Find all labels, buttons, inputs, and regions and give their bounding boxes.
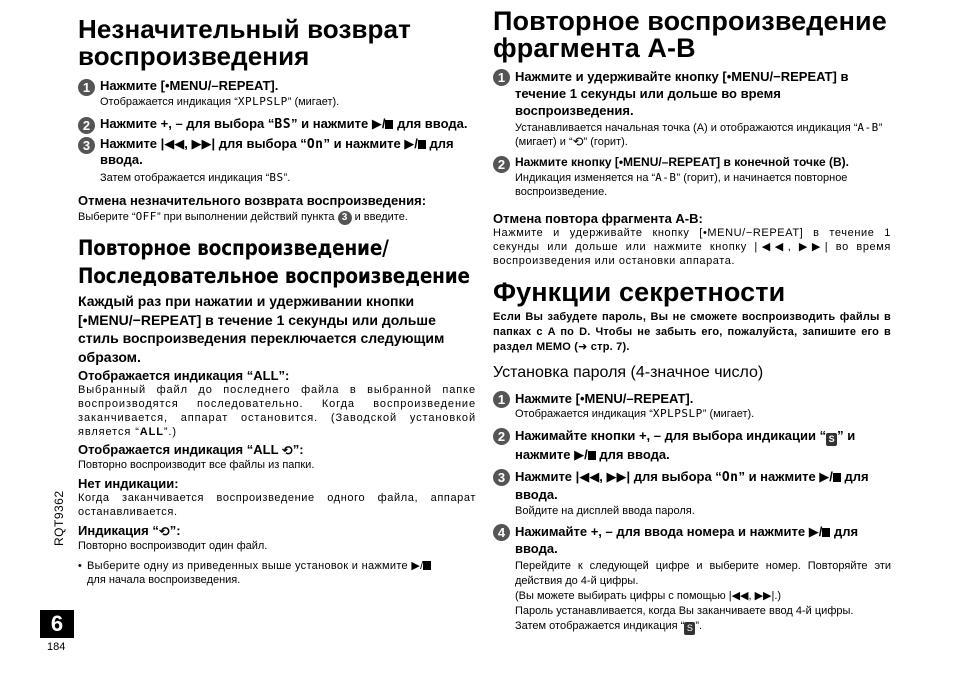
step-text: Нажмите |◀◀, ▶▶| для выбора “On” и нажмите ▶/ для ввода.	[100, 136, 454, 167]
step-number: 3	[493, 469, 510, 486]
step-number: 2	[493, 428, 510, 445]
page-number: 6	[40, 610, 74, 638]
stop-icon	[423, 561, 431, 570]
step-text: Нажмите +, – для выбора “BS” и нажмите ▶/ для ввода.	[100, 116, 468, 132]
step-note-2: (Вы можете выбирать цифры с помощью |◀◀, ▶▶|.)	[515, 590, 782, 602]
step-note: Индикация изменяется на “A-B” (горит), и начинается повторное воспроизведение.	[515, 171, 848, 198]
section-title-ab-repeat: Повторное воспроизведение фрагмента A-B	[493, 6, 887, 63]
step-text: Нажмите |◀◀, ▶▶| для выбора “On” и нажмите ▶/ для ввода.	[515, 469, 869, 502]
display-indicator: A-B	[655, 171, 677, 184]
repeat-icon: ⟲	[281, 443, 293, 458]
security-intro: Если Вы забудете пароль, Вы не сможете воспроизводить файлы в папках с A по D. Чтобы не забыть его, пожалуйста, запишите его в раздел MEMO (➜ стр. 7).	[493, 311, 891, 353]
step-note: Отображается индикация “XPLPSLP” (мигает).	[100, 95, 340, 108]
cancel-text: Нажмите и удерживайте кнопку [•MENU/−REPEAT] в течение 1 секунды или дольше или нажмите кнопку |◀◀, ▶▶| во время воспроизведения или остановки аппарата.	[493, 227, 891, 267]
display-indicator: XPLPSLP	[652, 407, 703, 420]
stop-icon	[418, 140, 426, 149]
step-note-1: Перейдите к следующей цифре и выберите номер. Повторяйте эти действия до 4-й цифры.	[515, 560, 891, 587]
step-text: Нажимайте кнопки +, – для выбора индикации “ S ” и нажмите ▶/ для ввода.	[515, 428, 856, 462]
display-indicator: A-B	[857, 121, 879, 134]
section-title-repeat-play: Повторное воспроизведение/ Последовательное воспроизведение	[78, 236, 470, 288]
stop-icon	[588, 451, 596, 460]
step-text: Нажмите кнопку [•MENU/–REPEAT] в конечной точке (B).	[515, 155, 849, 169]
all-repeat-heading: Отображается индикация “ALL ⟲”:	[78, 442, 304, 458]
cancel-heading: Отмена незначительного возврата воспроизведения:	[78, 193, 427, 208]
display-indicator: On	[721, 470, 739, 485]
step-note: Затем отображается индикация “BS”.	[100, 171, 291, 184]
step-number: 1	[78, 79, 95, 96]
step-number: 2	[78, 117, 95, 134]
section-title-security: Функции секретности	[493, 277, 786, 307]
all-heading: Отображается индикация “ALL”:	[78, 368, 290, 383]
step-note-3: Пароль устанавливается, когда Вы заканчиваете ввод 4-й цифры.	[515, 605, 854, 617]
single-repeat-text: Повторно воспроизводит один файл.	[78, 540, 268, 552]
step-number: 1	[493, 69, 510, 86]
all-repeat-text: Повторно воспроизводит все файлы из папки.	[78, 459, 315, 471]
display-indicator: On	[306, 137, 324, 152]
password-subheading: Установка пароля (4-значное число)	[493, 364, 764, 381]
display-indicator: BS	[274, 117, 292, 132]
left-column	[78, 0, 476, 587]
all-text: Выбранный файл до последнего файла в выбранной папке воспроизводятся последовательно. Когда воспроизведение заканчивается, аппарат остановится. (Заводской установкой является “ALL”.)	[78, 384, 476, 438]
page-subnumber: 184	[47, 641, 66, 653]
lock-icon: S	[826, 433, 837, 446]
step-text: Нажимайте +, – для ввода номера и нажмите ▶/ для ввода.	[515, 524, 859, 556]
display-indicator: XPLPSLP	[237, 95, 288, 108]
step-1	[493, 68, 891, 149]
doc-code: RQT9362	[52, 490, 66, 546]
step-2	[493, 155, 891, 199]
step-number: 4	[493, 524, 510, 541]
lock-icon: S	[684, 622, 695, 635]
step-2	[78, 116, 476, 132]
step-3	[78, 136, 476, 185]
display-indicator: OFF	[135, 210, 157, 223]
repeat-icon: ⟲	[572, 134, 584, 149]
bullet-note: • Выберите одну из приведенных выше установок и нажмите ▶/ для начала воспроизведения.	[78, 559, 476, 587]
step-3	[493, 468, 891, 518]
step-text: Нажмите [•MENU/–REPEAT].	[515, 391, 694, 406]
step-number: 3	[78, 137, 95, 154]
step-number-ref: 3	[338, 211, 352, 225]
step-number: 1	[493, 391, 510, 408]
repeat-intro: Каждый раз при нажатии и удерживании кнопки [•MENU/−REPEAT] в течение 1 секунды или дольше стиль воспроизведения переключается следующим образом.	[78, 293, 445, 365]
none-heading: Нет индикации:	[78, 476, 179, 491]
step-note: Войдите на дисплей ввода пароля.	[515, 505, 695, 517]
display-indicator: BS	[269, 171, 284, 184]
step-text: Нажмите и удерживайте кнопку [•MENU/−REPEAT] в течение 1 секунды или дольше во время воспроизведения.	[515, 69, 849, 118]
none-text: Когда заканчивается воспроизведение одного файла, аппарат останавливается.	[78, 492, 476, 518]
step-2	[493, 427, 891, 463]
single-repeat-heading: Индикация “⟲”:	[78, 523, 181, 539]
right-column	[493, 0, 891, 635]
arrow-icon: ➜	[578, 341, 588, 353]
step-note-4: Затем отображается индикация “ S ”.	[515, 620, 703, 633]
section-title-minor-rewind: Незначительный возврат воспроизведения	[78, 14, 411, 71]
cancel-text: Выберите “OFF” при выполнении действий пункта 3 и введите.	[78, 210, 408, 223]
step-number: 2	[493, 156, 510, 173]
step-note: Устанавливается начальная точка (A) и отображаются индикация “A-B” (мигает) и “⟲” (горит).	[515, 121, 883, 149]
step-note: Отображается индикация “XPLPSLP” (мигает).	[515, 407, 755, 420]
cancel-heading: Отмена повтора фрагмента A-B:	[493, 211, 703, 226]
step-1	[493, 391, 891, 421]
repeat-icon: ⟲	[158, 524, 170, 539]
stop-icon	[833, 473, 841, 482]
step-1	[78, 78, 476, 109]
step-4	[493, 523, 891, 635]
step-text: Нажмите [•MENU/–REPEAT].	[100, 78, 279, 93]
